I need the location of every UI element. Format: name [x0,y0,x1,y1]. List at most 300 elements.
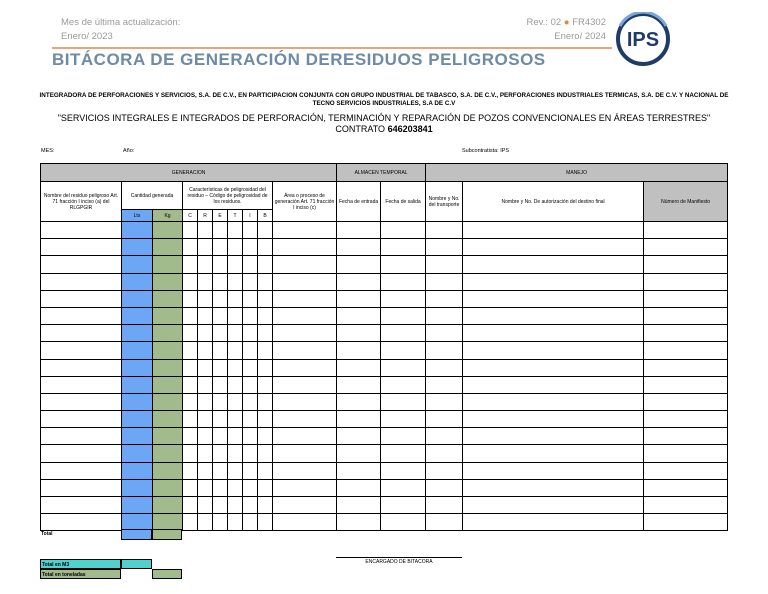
table-cell[interactable] [243,411,258,428]
table-cell[interactable] [258,256,273,273]
table-cell[interactable] [243,307,258,324]
table-cell[interactable] [153,411,183,428]
table-cell[interactable] [41,428,122,445]
table-cell[interactable] [213,239,228,256]
table-cell[interactable] [381,239,426,256]
table-cell[interactable] [381,290,426,307]
table-cell[interactable] [258,445,273,462]
table-cell[interactable] [213,479,228,496]
table-cell[interactable] [213,376,228,393]
table-cell[interactable] [243,325,258,342]
table-cell[interactable] [183,393,198,410]
table-cell[interactable] [213,342,228,359]
table-cell[interactable] [122,445,153,462]
table-cell[interactable] [644,290,728,307]
table-cell[interactable] [273,445,337,462]
table-cell[interactable] [122,290,153,307]
table-cell[interactable] [228,307,243,324]
table-cell[interactable] [381,359,426,376]
table-cell[interactable] [153,325,183,342]
table-row [41,359,728,376]
table-cell[interactable] [381,514,426,531]
table-row [41,462,728,479]
unit-lts: Lts [122,210,153,222]
table-cell[interactable] [41,359,122,376]
table-cell[interactable] [153,222,183,239]
table-cell[interactable] [644,479,728,496]
table-cell[interactable] [463,359,644,376]
table-cell[interactable] [183,290,198,307]
table-cell[interactable] [463,428,644,445]
table-cell[interactable] [213,411,228,428]
logo-text: IPS [626,29,660,51]
table-cell[interactable] [426,497,463,514]
year-label: Año: [123,148,135,154]
table-cell[interactable] [213,273,228,290]
table-cell[interactable] [228,376,243,393]
table-cell[interactable] [41,256,122,273]
table-cell[interactable] [644,462,728,479]
contract-label: CONTRATO [335,124,386,134]
table-cell[interactable] [213,325,228,342]
table-cell[interactable] [644,273,728,290]
table-cell[interactable] [426,479,463,496]
table-cell[interactable] [426,290,463,307]
table-cell[interactable] [198,514,213,531]
table-cell[interactable] [644,393,728,410]
table-cell[interactable] [183,479,198,496]
table-cell[interactable] [273,428,337,445]
table-cell[interactable] [153,445,183,462]
table-cell[interactable] [198,411,213,428]
table-cell[interactable] [183,307,198,324]
table-cell[interactable] [213,445,228,462]
table-cell[interactable] [243,222,258,239]
table-cell[interactable] [463,256,644,273]
table-cell[interactable] [273,325,337,342]
table-cell[interactable] [41,514,122,531]
table-cell[interactable] [644,307,728,324]
table-cell[interactable] [463,307,644,324]
table-cell[interactable] [258,359,273,376]
table-cell[interactable] [644,445,728,462]
table-cell[interactable] [228,290,243,307]
table-cell[interactable] [153,359,183,376]
table-cell[interactable] [153,497,183,514]
table-cell[interactable] [463,393,644,410]
table-cell[interactable] [198,290,213,307]
cretib-t: T [228,210,243,222]
table-cell[interactable] [337,497,381,514]
table-cell[interactable] [122,342,153,359]
table-cell[interactable] [183,325,198,342]
table-cell[interactable] [426,428,463,445]
table-cell[interactable] [198,497,213,514]
table-cell[interactable] [463,376,644,393]
table-cell[interactable] [198,256,213,273]
table-row [41,273,728,290]
table-cell[interactable] [183,239,198,256]
table-cell[interactable] [258,342,273,359]
table-cell[interactable] [258,273,273,290]
table-cell[interactable] [273,479,337,496]
table-cell[interactable] [273,239,337,256]
table-cell[interactable] [213,359,228,376]
table-cell[interactable] [198,376,213,393]
table-cell[interactable] [337,290,381,307]
table-cell[interactable] [122,376,153,393]
table-cell[interactable] [122,497,153,514]
table-cell[interactable] [213,256,228,273]
table-cell[interactable] [213,393,228,410]
table-cell[interactable] [228,411,243,428]
table-cell[interactable] [258,479,273,496]
table-cell[interactable] [213,290,228,307]
table-cell[interactable] [337,445,381,462]
table-cell[interactable] [273,411,337,428]
table-cell[interactable] [228,222,243,239]
table-cell[interactable] [381,393,426,410]
table-cell[interactable] [198,342,213,359]
table-cell[interactable] [426,307,463,324]
table-cell[interactable] [258,514,273,531]
table-cell[interactable] [41,307,122,324]
company-name: INTEGRADORA DE PERFORACIONES Y SERVICIOS, S.A. DE C.V., EN PARTICIPACION CONJUNTA CON GRUPO INDUSTRIAL DE TABASCO, S.A. DE C.V., PERFORACIONES INDUSTRIALES TERMICAS, S.A. DE C.V. Y NACIONAL DE TECNO SERVICIOS INDUSTRIALES, S.A DE C.V [39,92,729,107]
table-cell[interactable] [337,428,381,445]
table-cell[interactable] [337,256,381,273]
table-cell[interactable] [273,359,337,376]
table-cell[interactable] [381,428,426,445]
table-cell[interactable] [644,428,728,445]
table-cell[interactable] [258,393,273,410]
table-cell[interactable] [243,376,258,393]
table-cell[interactable] [463,290,644,307]
table-cell[interactable] [41,342,122,359]
table-cell[interactable] [258,239,273,256]
table-cell[interactable] [153,376,183,393]
table-cell[interactable] [258,497,273,514]
col-destino: Nombre y No. De autorización del destino final [463,182,644,222]
table-cell[interactable] [228,325,243,342]
table-cell[interactable] [463,239,644,256]
table-cell[interactable] [381,462,426,479]
table-cell[interactable] [644,376,728,393]
table-cell[interactable] [41,393,122,410]
table-cell[interactable] [426,342,463,359]
update-value: Enero/ 2023 [61,31,113,42]
table-cell[interactable] [644,325,728,342]
table-cell[interactable] [213,307,228,324]
table-cell[interactable] [463,497,644,514]
table-cell[interactable] [258,411,273,428]
table-cell[interactable] [337,359,381,376]
table-cell[interactable] [426,514,463,531]
table-cell[interactable] [41,222,122,239]
cretib-i: I [243,210,258,222]
table-cell[interactable] [273,273,337,290]
table-cell[interactable] [228,393,243,410]
table-cell[interactable] [337,307,381,324]
month-label: MES: [41,148,55,154]
table-cell[interactable] [213,497,228,514]
table-cell[interactable] [243,256,258,273]
table-cell[interactable] [183,359,198,376]
table-cell[interactable] [426,359,463,376]
table-cell[interactable] [337,342,381,359]
table-cell[interactable] [198,307,213,324]
table-cell[interactable] [183,411,198,428]
table-cell[interactable] [122,462,153,479]
table-cell[interactable] [381,325,426,342]
table-cell[interactable] [463,411,644,428]
col-caracteristicas: Características de peligrosidad del residuo – Código de peligrosidad de los residuos. [183,182,273,210]
table-cell[interactable] [463,342,644,359]
table-cell[interactable] [381,376,426,393]
table-cell[interactable] [644,222,728,239]
table-cell[interactable] [41,479,122,496]
table-cell[interactable] [198,479,213,496]
table-cell[interactable] [122,256,153,273]
table-cell[interactable] [381,222,426,239]
table-cell[interactable] [644,359,728,376]
table-cell[interactable] [463,514,644,531]
table-cell[interactable] [273,462,337,479]
table-cell[interactable] [258,428,273,445]
table-cell[interactable] [381,273,426,290]
table-cell[interactable] [198,462,213,479]
table-cell[interactable] [228,514,243,531]
table-cell[interactable] [381,497,426,514]
col-salida: Fecha de salida [381,182,426,222]
table-cell[interactable] [122,273,153,290]
table-cell[interactable] [198,359,213,376]
table-cell[interactable] [198,428,213,445]
table-cell[interactable] [122,222,153,239]
table-row [41,307,728,324]
table-cell[interactable] [243,514,258,531]
table-cell[interactable] [243,479,258,496]
table-cell[interactable] [153,428,183,445]
table-cell[interactable] [337,239,381,256]
table-cell[interactable] [426,222,463,239]
table-cell[interactable] [153,342,183,359]
table-cell[interactable] [273,497,337,514]
table-cell[interactable] [258,290,273,307]
table-cell[interactable] [273,393,337,410]
table-cell[interactable] [337,325,381,342]
table-row [41,428,728,445]
table-cell[interactable] [426,411,463,428]
table-cell[interactable] [122,239,153,256]
table-cell[interactable] [213,514,228,531]
table-row [41,411,728,428]
table-cell[interactable] [183,342,198,359]
table-cell[interactable] [228,256,243,273]
table-cell[interactable] [426,256,463,273]
group-almacen: ALMACEN TEMPORAL [337,164,426,182]
table-cell[interactable] [273,514,337,531]
table-cell[interactable] [122,393,153,410]
table-cell[interactable] [183,428,198,445]
table-cell[interactable] [243,445,258,462]
table-cell[interactable] [198,273,213,290]
table-cell[interactable] [198,445,213,462]
table-cell[interactable] [337,514,381,531]
table-cell[interactable] [258,307,273,324]
table-cell[interactable] [381,256,426,273]
table-cell[interactable] [426,325,463,342]
table-cell[interactable] [228,342,243,359]
table-cell[interactable] [41,445,122,462]
table-cell[interactable] [258,222,273,239]
table-cell[interactable] [41,273,122,290]
table-cell[interactable] [273,256,337,273]
table-cell[interactable] [463,445,644,462]
group-generacion: GENERACION [41,164,337,182]
col-manifiesto: Número de Manifiesto [644,182,728,222]
table-row [41,497,728,514]
table-cell[interactable] [122,411,153,428]
table-cell[interactable] [243,290,258,307]
table-cell[interactable] [463,462,644,479]
table-cell[interactable] [243,462,258,479]
table-cell[interactable] [426,376,463,393]
table-cell[interactable] [243,497,258,514]
table-cell[interactable] [463,273,644,290]
table-cell[interactable] [426,445,463,462]
table-cell[interactable] [183,256,198,273]
table-cell[interactable] [122,307,153,324]
table-cell[interactable] [273,342,337,359]
table-cell[interactable] [644,239,728,256]
table-cell[interactable] [41,497,122,514]
table-cell[interactable] [228,239,243,256]
table-cell[interactable] [213,462,228,479]
table-cell[interactable] [644,514,728,531]
table-cell[interactable] [122,325,153,342]
table-cell[interactable] [122,428,153,445]
table-cell[interactable] [463,222,644,239]
table-cell[interactable] [41,239,122,256]
table-cell[interactable] [153,239,183,256]
table-cell[interactable] [228,273,243,290]
table-cell[interactable] [243,239,258,256]
table-cell[interactable] [213,428,228,445]
table-cell[interactable] [198,325,213,342]
signature-line [336,557,462,558]
table-cell[interactable] [273,290,337,307]
table-cell[interactable] [153,290,183,307]
table-cell[interactable] [381,411,426,428]
table-cell[interactable] [243,359,258,376]
table-cell[interactable] [644,497,728,514]
table-cell[interactable] [337,411,381,428]
table-cell[interactable] [228,359,243,376]
table-cell[interactable] [122,359,153,376]
table-cell[interactable] [183,497,198,514]
table-cell[interactable] [213,222,228,239]
table-cell[interactable] [337,273,381,290]
table-cell[interactable] [153,256,183,273]
cretib-r: R [198,210,213,222]
table-cell[interactable] [228,497,243,514]
header-rule [52,47,612,49]
table-cell[interactable] [644,256,728,273]
table-cell[interactable] [153,462,183,479]
table-cell[interactable] [41,290,122,307]
table-cell[interactable] [153,307,183,324]
table-cell[interactable] [183,222,198,239]
col-area: Área o proceso de generación Art. 71 fracción I inciso (c) [273,182,337,222]
table-cell[interactable] [273,376,337,393]
table-cell[interactable] [381,445,426,462]
table-cell[interactable] [243,342,258,359]
table-cell[interactable] [183,376,198,393]
table-cell[interactable] [228,462,243,479]
total-m3-label: Total en M3 [40,559,121,569]
table-cell[interactable] [381,342,426,359]
table-cell[interactable] [41,462,122,479]
table-cell[interactable] [337,376,381,393]
table-cell[interactable] [337,479,381,496]
cretib-c: C [183,210,198,222]
table-cell[interactable] [228,445,243,462]
table-cell[interactable] [198,222,213,239]
table-cell[interactable] [337,222,381,239]
table-cell[interactable] [258,462,273,479]
table-cell[interactable] [198,393,213,410]
table-cell[interactable] [426,239,463,256]
table-cell[interactable] [41,376,122,393]
table-cell[interactable] [463,325,644,342]
table-cell[interactable] [337,462,381,479]
table-cell[interactable] [153,479,183,496]
table-cell[interactable] [198,239,213,256]
table-cell[interactable] [273,222,337,239]
table-cell[interactable] [41,411,122,428]
table-cell[interactable] [273,307,337,324]
table-cell[interactable] [153,273,183,290]
table-cell[interactable] [463,479,644,496]
table-cell[interactable] [183,462,198,479]
table-cell[interactable] [243,428,258,445]
table-cell[interactable] [122,479,153,496]
table-cell[interactable] [153,393,183,410]
table-cell[interactable] [183,273,198,290]
table-cell[interactable] [243,273,258,290]
table-cell[interactable] [426,393,463,410]
table-cell[interactable] [258,325,273,342]
table-body [41,222,728,531]
col-residuo: Nombre del residuo peligroso Art. 71 fracción I inciso (a) del RLGPGIR [41,182,122,222]
total-ton-label: Total en toneladas [40,569,121,579]
table-cell[interactable] [381,307,426,324]
table-cell[interactable] [426,462,463,479]
table-cell[interactable] [41,325,122,342]
table-cell[interactable] [228,428,243,445]
table-cell[interactable] [426,273,463,290]
table-cell[interactable] [183,445,198,462]
table-cell[interactable] [228,479,243,496]
table-cell[interactable] [183,514,198,531]
table-cell[interactable] [258,376,273,393]
unit-kg: Kg [153,210,183,222]
table-cell[interactable] [381,479,426,496]
table-cell[interactable] [644,342,728,359]
table-cell[interactable] [337,393,381,410]
table-cell[interactable] [644,411,728,428]
table-cell[interactable] [243,393,258,410]
